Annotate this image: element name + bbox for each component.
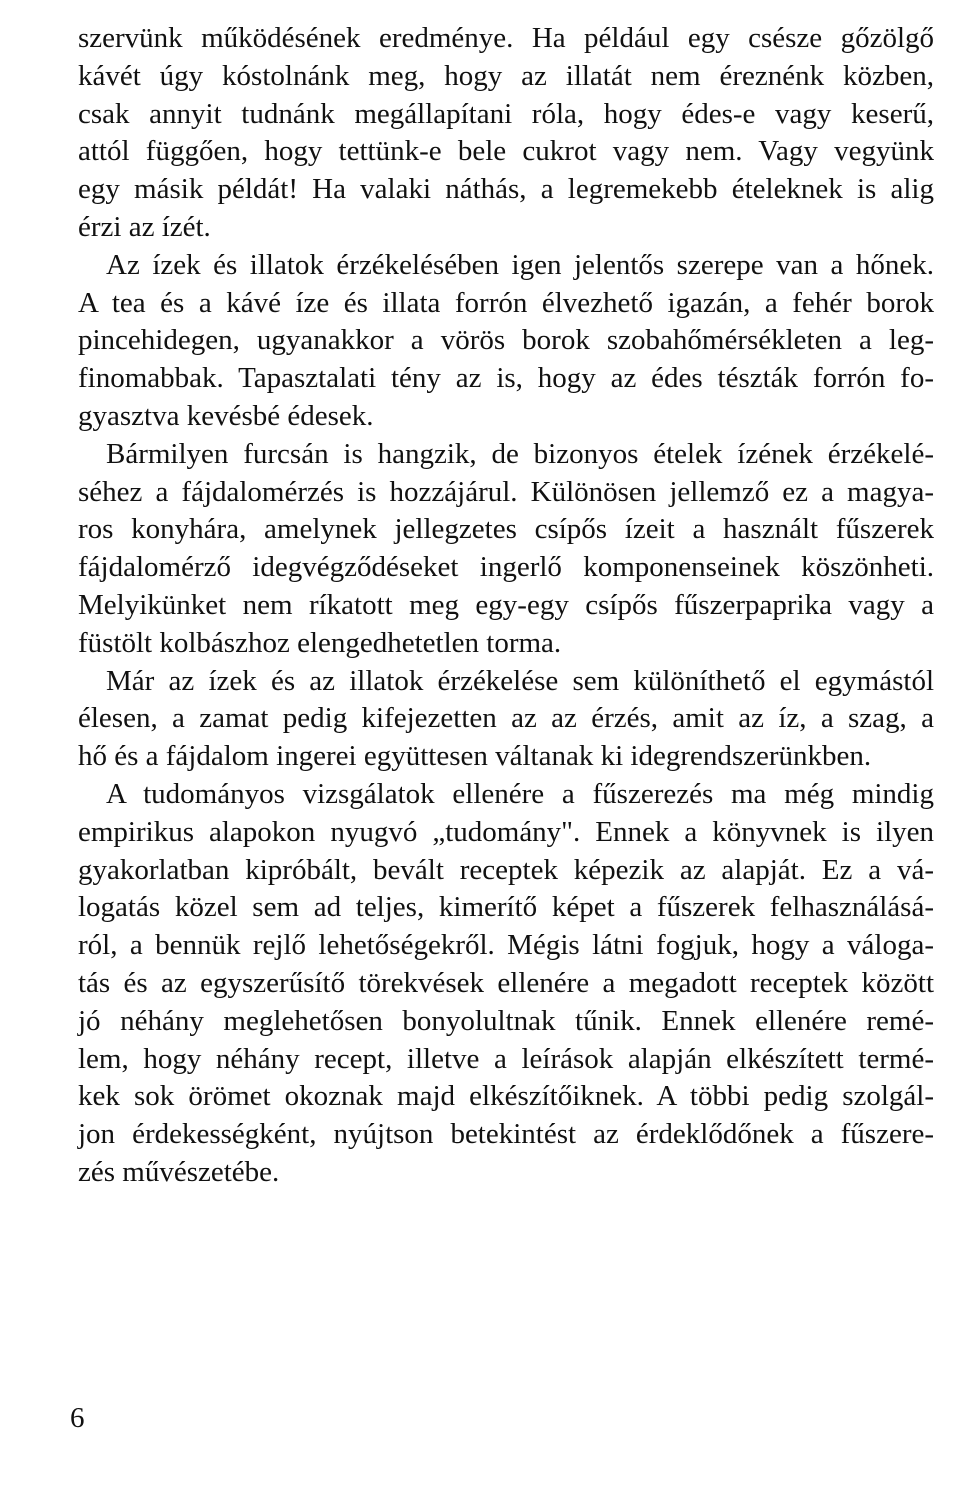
text-line: Már az ízek és az illatok érzékelése sem különíthető el egymástól: [106, 664, 934, 697]
page-number: 6: [70, 1402, 85, 1434]
text-line: jon érdekességként, nyújtson betekintést az érdeklődőnek a fűszere-: [78, 1118, 934, 1151]
text-line: Melyikünket nem ríkatott meg egy-egy csípős fűszerpaprika vagy a: [78, 588, 934, 621]
text-line: szervünk működésének eredménye. Ha például egy csésze gőzölgő: [78, 22, 934, 54]
text-line: lem, hogy néhány recept, illetve a leírások alapján elkészített termé-: [78, 1042, 934, 1075]
text-line: A tudományos vizsgálatok ellenére a fűszerezés ma még mindig: [106, 777, 934, 810]
text-line: séhez a fájdalomérzés is hozzájárul. Különösen jellemző ez a magya-: [78, 475, 934, 508]
text-line: kek sok örömet okoznak majd elkészítőiknek. A többi pedig szolgál-: [78, 1080, 934, 1113]
text-line: gyasztva kevésbé édesek.: [78, 399, 374, 432]
text-line: finomabbak. Tapasztalati tény az is, hogy az édes tészták forrón fo-: [78, 362, 934, 395]
text-line: kávét úgy kóstolnánk meg, hogy az illatát nem éreznénk közben,: [78, 59, 934, 92]
text-line: fájdalomérző idegvégződéseket ingerlő komponenseinek köszönheti.: [78, 551, 934, 584]
text-line: A tea és a kávé íze és illata forrón élvezhető igazán, a fehér borok: [78, 286, 934, 319]
text-line: zés művészetébe.: [78, 1155, 280, 1188]
text-line: füstölt kolbászhoz elengedhetetlen torma.: [78, 626, 562, 659]
text-line: csak annyit tudnánk megállapítani róla, hogy édes-e vagy keserű,: [78, 97, 934, 130]
text-line: hő és a fájdalom ingerei együttesen váltanak ki idegrendszerünkben.: [78, 740, 872, 773]
text-line: empirikus alapokon nyugvó „tudomány". Ennek a könyvnek is ilyen: [78, 815, 934, 848]
text-line: érzi az ízét.: [78, 210, 211, 243]
page-body: [78, 20, 934, 1192]
text-line: attól függően, hogy tettünk-e bele cukrot vagy nem. Vagy vegyünk: [78, 135, 934, 168]
text-line: tás és az egyszerűsítő törekvések ellenére a megadott receptek között: [78, 966, 934, 999]
text-line: pincehidegen, ugyanakkor a vörös borok szobahőmérsékleten a leg-: [78, 324, 934, 357]
text-line: Bármilyen furcsán is hangzik, de bizonyos ételek ízének érzékelé-: [106, 437, 934, 470]
text-line: élesen, a zamat pedig kifejezetten az az érzés, amit az íz, a szag, a: [78, 702, 934, 735]
text-line: ros konyhára, amelynek jellegzetes csípős ízeit a használt fűszerek: [78, 513, 934, 546]
text-line: gyakorlatban kipróbált, bevált receptek képezik az alapját. Ez a vá-: [78, 853, 934, 886]
text-line: egy másik példát! Ha valaki náthás, a legremekebb ételeknek is alig: [78, 173, 934, 206]
text-line: ról, a bennük rejlő lehetőségekről. Mégis látni fogjuk, hogy a válogа-: [78, 929, 934, 962]
text-line: jó néhány meglehetősen bonyolultnak tűnik. Ennek ellenére remé-: [78, 1004, 934, 1037]
text-line: Az ízek és illatok érzékelésében igen jelentős szerepe van a hőnek.: [106, 248, 934, 281]
text-line: logatás közel sem ad teljes, kimerítő képet a fűszerek felhasználásá-: [78, 891, 934, 924]
